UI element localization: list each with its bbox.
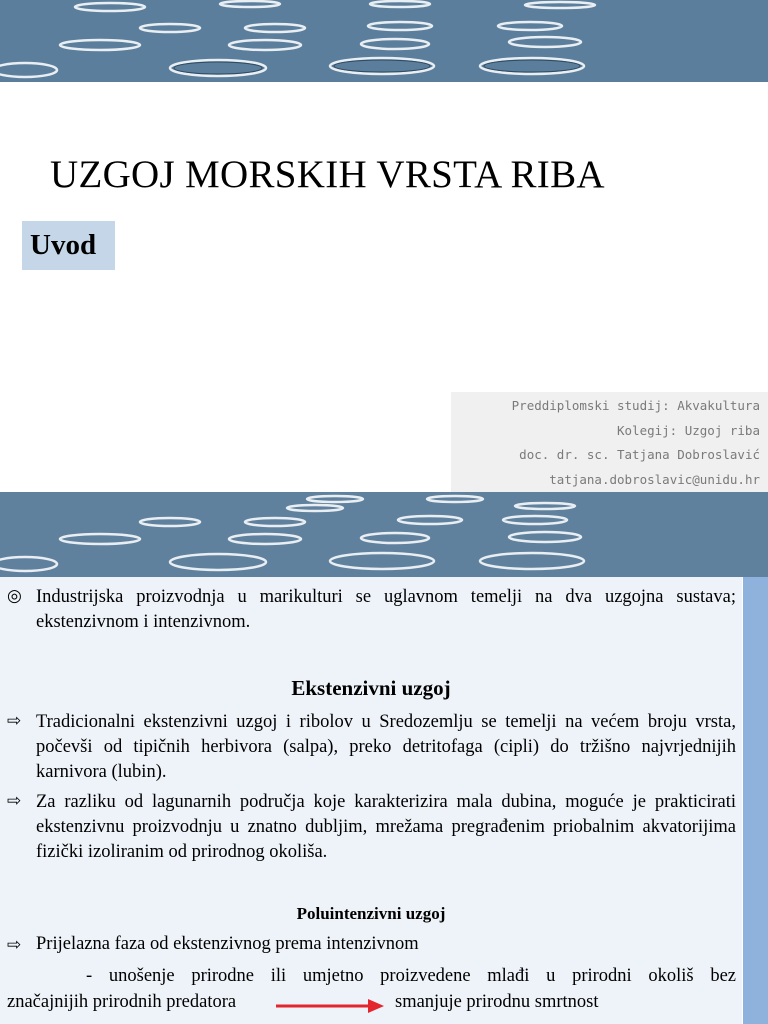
info-lecturer: doc. dr. sc. Tatjana Dobroslavić bbox=[519, 447, 760, 462]
slide-subtitle: Uvod bbox=[30, 229, 97, 261]
content-slide bbox=[0, 577, 768, 1024]
content-panel bbox=[0, 577, 742, 1024]
slide-title: UZGOJ MORSKIH VRSTA RIBA bbox=[50, 153, 605, 196]
info-course: Kolegij: Uzgoj riba bbox=[617, 423, 760, 438]
extensive-point-1: Tradicionalni ekstenzivni uzgoj i ribolov u Sredozemlju se temelji na većem broju vrsta, počevši od tipičnih herbivora (salpa), preko detritofaga (cipli) do tržišno najvrjednijih karnivora (lubin). bbox=[36, 712, 736, 782]
title-slide bbox=[0, 82, 768, 492]
banner-image-top bbox=[0, 0, 768, 82]
banner-image-middle bbox=[0, 492, 768, 577]
right-accent-bar bbox=[743, 577, 768, 1024]
fish-cages-image bbox=[0, 0, 768, 82]
extensive-point-2: Za razliku od lagunarnih područja koje karakterizira mala dubina, moguće je prakticirati ekstenzivnu proizvodnju u znatno dubljim, mrežama pregrađenim priobalnim akvatorijima fizički izoliranim od prirodnog okoliša. bbox=[36, 792, 736, 862]
semi-detail-line-1: - unošenje prirodne ili umjetno proizvedene mlađi u prirodni okoliš bez bbox=[86, 966, 736, 986]
hollow-arrow-right-icon: ⇨ bbox=[7, 791, 22, 810]
heading-extensive: Ekstenzivni uzgoj bbox=[291, 676, 451, 700]
semi-detail-line-2-left: značajnijih prirodnih predatora bbox=[7, 992, 237, 1012]
subtitle-box bbox=[22, 221, 115, 270]
fish-cages-image bbox=[0, 492, 768, 577]
course-info-box bbox=[451, 392, 768, 492]
info-study: Preddiplomski studij: Akvakultura bbox=[511, 398, 760, 413]
intro-paragraph: Industrijska proizvodnja u marikulturi se uglavnom temelji na dva uzgojna sustava; ekstenzivnom i intenzivnom. bbox=[36, 587, 736, 632]
red-arrow-right-icon bbox=[274, 997, 386, 1015]
hollow-arrow-right-icon: ⇨ bbox=[7, 935, 22, 954]
hollow-arrow-right-icon: ⇨ bbox=[7, 711, 22, 730]
target-bullet-icon: ◎ bbox=[7, 586, 22, 605]
heading-semi-intensive: Poluintenzivni uzgoj bbox=[296, 904, 446, 923]
info-email: tatjana.dobroslavic@unidu.hr bbox=[549, 472, 760, 487]
semi-point: Prijelazna faza od ekstenzivnog prema intenzivnom bbox=[36, 934, 419, 954]
semi-detail-line-2-right: smanjuje prirodnu smrtnost bbox=[395, 992, 599, 1012]
